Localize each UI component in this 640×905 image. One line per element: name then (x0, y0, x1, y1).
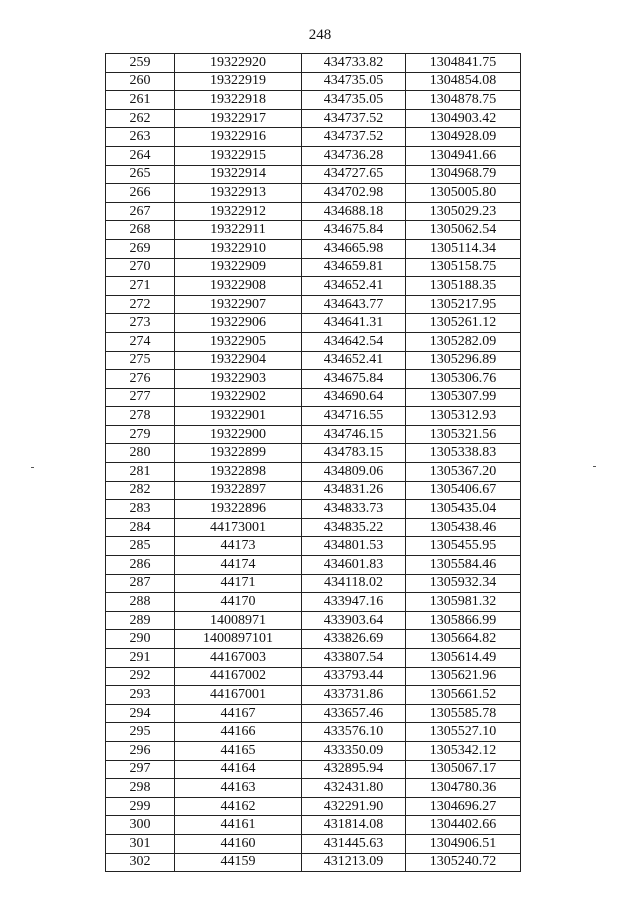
y-coordinate-cell: 1305866.99 (406, 611, 521, 630)
x-coordinate-cell: 434642.54 (302, 332, 406, 351)
point-code-cell: 44167001 (175, 686, 302, 705)
table-row (106, 202, 521, 221)
point-code-cell: 44167002 (175, 667, 302, 686)
coordinates-table (105, 53, 521, 872)
point-number-cell: 273 (106, 314, 175, 333)
y-coordinate-cell: 1304841.75 (406, 54, 521, 73)
point-number-cell: 266 (106, 184, 175, 203)
point-number-cell: 259 (106, 54, 175, 73)
point-number-cell: 272 (106, 295, 175, 314)
x-coordinate-cell: 432895.94 (302, 760, 406, 779)
point-number-cell: 270 (106, 258, 175, 277)
table-row (106, 518, 521, 537)
point-number-cell: 265 (106, 165, 175, 184)
table-row (106, 760, 521, 779)
table-row (106, 258, 521, 277)
point-number-cell: 293 (106, 686, 175, 705)
y-coordinate-cell: 1304903.42 (406, 109, 521, 128)
point-code-cell: 44173001 (175, 518, 302, 537)
y-coordinate-cell: 1305932.34 (406, 574, 521, 593)
table-row (106, 853, 521, 872)
x-coordinate-cell: 433826.69 (302, 630, 406, 649)
table-row (106, 109, 521, 128)
point-number-cell: 263 (106, 128, 175, 147)
point-code-cell: 19322918 (175, 91, 302, 110)
point-number-cell: 283 (106, 500, 175, 519)
table-row (106, 54, 521, 73)
x-coordinate-cell: 433576.10 (302, 723, 406, 742)
x-coordinate-cell: 433350.09 (302, 741, 406, 760)
x-coordinate-cell: 434688.18 (302, 202, 406, 221)
y-coordinate-cell: 1304878.75 (406, 91, 521, 110)
x-coordinate-cell: 433657.46 (302, 704, 406, 723)
y-coordinate-cell: 1304941.66 (406, 146, 521, 165)
point-code-cell: 19322900 (175, 425, 302, 444)
table-row (106, 295, 521, 314)
table-row (106, 816, 521, 835)
point-code-cell: 44165 (175, 741, 302, 760)
y-coordinate-cell: 1305217.95 (406, 295, 521, 314)
point-number-cell: 299 (106, 797, 175, 816)
table-row (106, 314, 521, 333)
point-code-cell: 44160 (175, 834, 302, 853)
x-coordinate-cell: 434675.84 (302, 370, 406, 389)
table-row (106, 686, 521, 705)
point-code-cell: 44161 (175, 816, 302, 835)
x-coordinate-cell: 434690.64 (302, 388, 406, 407)
table-row (106, 611, 521, 630)
x-coordinate-cell: 434735.05 (302, 91, 406, 110)
point-code-cell: 19322903 (175, 370, 302, 389)
table-row (106, 444, 521, 463)
x-coordinate-cell: 434746.15 (302, 425, 406, 444)
table-row (106, 146, 521, 165)
point-code-cell: 19322904 (175, 351, 302, 370)
point-number-cell: 287 (106, 574, 175, 593)
table-row (106, 463, 521, 482)
point-number-cell: 290 (106, 630, 175, 649)
point-number-cell: 292 (106, 667, 175, 686)
point-number-cell: 288 (106, 593, 175, 612)
table-row (106, 630, 521, 649)
y-coordinate-cell: 1304402.66 (406, 816, 521, 835)
y-coordinate-cell: 1305062.54 (406, 221, 521, 240)
x-coordinate-cell: 432291.90 (302, 797, 406, 816)
point-number-cell: 282 (106, 481, 175, 500)
point-number-cell: 294 (106, 704, 175, 723)
point-code-cell: 19322905 (175, 332, 302, 351)
x-coordinate-cell: 433807.54 (302, 649, 406, 668)
y-coordinate-cell: 1305338.83 (406, 444, 521, 463)
point-number-cell: 268 (106, 221, 175, 240)
table-row (106, 481, 521, 500)
point-number-cell: 297 (106, 760, 175, 779)
y-coordinate-cell: 1305527.10 (406, 723, 521, 742)
table-body (106, 54, 521, 872)
table-row (106, 351, 521, 370)
point-code-cell: 14008971 (175, 611, 302, 630)
x-coordinate-cell: 432431.80 (302, 779, 406, 798)
table-row (106, 723, 521, 742)
point-number-cell: 286 (106, 556, 175, 575)
point-number-cell: 296 (106, 741, 175, 760)
point-number-cell: 300 (106, 816, 175, 835)
x-coordinate-cell: 434727.65 (302, 165, 406, 184)
x-coordinate-cell: 434736.28 (302, 146, 406, 165)
x-coordinate-cell: 434716.55 (302, 407, 406, 426)
table-row (106, 72, 521, 91)
point-code-cell: 44174 (175, 556, 302, 575)
point-number-cell: 269 (106, 239, 175, 258)
y-coordinate-cell: 1305621.96 (406, 667, 521, 686)
point-number-cell: 291 (106, 649, 175, 668)
table-row (106, 184, 521, 203)
table-row (106, 165, 521, 184)
point-code-cell: 44166 (175, 723, 302, 742)
point-code-cell: 19322908 (175, 277, 302, 296)
point-code-cell: 19322901 (175, 407, 302, 426)
point-code-cell: 44159 (175, 853, 302, 872)
x-coordinate-cell: 434809.06 (302, 463, 406, 482)
x-coordinate-cell: 434831.26 (302, 481, 406, 500)
y-coordinate-cell: 1304906.51 (406, 834, 521, 853)
x-coordinate-cell: 433793.44 (302, 667, 406, 686)
x-coordinate-cell: 433903.64 (302, 611, 406, 630)
y-coordinate-cell: 1305664.82 (406, 630, 521, 649)
point-code-cell: 19322897 (175, 481, 302, 500)
x-coordinate-cell: 434643.77 (302, 295, 406, 314)
table-row (106, 407, 521, 426)
point-code-cell: 19322919 (175, 72, 302, 91)
table-row (106, 834, 521, 853)
x-coordinate-cell: 433731.86 (302, 686, 406, 705)
table-row (106, 500, 521, 519)
point-number-cell: 280 (106, 444, 175, 463)
x-coordinate-cell: 434652.41 (302, 351, 406, 370)
table-row (106, 537, 521, 556)
x-coordinate-cell: 434835.22 (302, 518, 406, 537)
scan-speck (593, 466, 596, 467)
y-coordinate-cell: 1305342.12 (406, 741, 521, 760)
y-coordinate-cell: 1305321.56 (406, 425, 521, 444)
point-number-cell: 277 (106, 388, 175, 407)
y-coordinate-cell: 1305406.67 (406, 481, 521, 500)
x-coordinate-cell: 434675.84 (302, 221, 406, 240)
y-coordinate-cell: 1305114.34 (406, 239, 521, 258)
table-row (106, 370, 521, 389)
x-coordinate-cell: 434737.52 (302, 128, 406, 147)
table-row (106, 239, 521, 258)
point-number-cell: 262 (106, 109, 175, 128)
scan-speck (31, 467, 34, 468)
point-code-cell: 19322913 (175, 184, 302, 203)
x-coordinate-cell: 434733.82 (302, 54, 406, 73)
table-row (106, 667, 521, 686)
point-code-cell: 19322916 (175, 128, 302, 147)
y-coordinate-cell: 1304968.79 (406, 165, 521, 184)
x-coordinate-cell: 434659.81 (302, 258, 406, 277)
y-coordinate-cell: 1305188.35 (406, 277, 521, 296)
point-number-cell: 301 (106, 834, 175, 853)
point-number-cell: 261 (106, 91, 175, 110)
point-code-cell: 44162 (175, 797, 302, 816)
x-coordinate-cell: 434833.73 (302, 500, 406, 519)
point-code-cell: 19322920 (175, 54, 302, 73)
x-coordinate-cell: 434601.83 (302, 556, 406, 575)
point-number-cell: 295 (106, 723, 175, 742)
y-coordinate-cell: 1305296.89 (406, 351, 521, 370)
table-row (106, 91, 521, 110)
point-number-cell: 275 (106, 351, 175, 370)
table-row (106, 332, 521, 351)
point-number-cell: 284 (106, 518, 175, 537)
point-code-cell: 44167 (175, 704, 302, 723)
table-row (106, 574, 521, 593)
point-code-cell: 19322896 (175, 500, 302, 519)
y-coordinate-cell: 1304780.36 (406, 779, 521, 798)
point-number-cell: 298 (106, 779, 175, 798)
point-code-cell: 19322914 (175, 165, 302, 184)
point-code-cell: 19322910 (175, 239, 302, 258)
y-coordinate-cell: 1305005.80 (406, 184, 521, 203)
point-code-cell: 44173 (175, 537, 302, 556)
y-coordinate-cell: 1304928.09 (406, 128, 521, 147)
y-coordinate-cell: 1305261.12 (406, 314, 521, 333)
point-number-cell: 281 (106, 463, 175, 482)
y-coordinate-cell: 1305312.93 (406, 407, 521, 426)
y-coordinate-cell: 1305158.75 (406, 258, 521, 277)
point-code-cell: 19322917 (175, 109, 302, 128)
point-number-cell: 302 (106, 853, 175, 872)
point-code-cell: 1400897101 (175, 630, 302, 649)
y-coordinate-cell: 1305367.20 (406, 463, 521, 482)
x-coordinate-cell: 434737.52 (302, 109, 406, 128)
point-code-cell: 44170 (175, 593, 302, 612)
point-number-cell: 289 (106, 611, 175, 630)
point-code-cell: 44171 (175, 574, 302, 593)
point-number-cell: 279 (106, 425, 175, 444)
y-coordinate-cell: 1305438.46 (406, 518, 521, 537)
table-row (106, 388, 521, 407)
y-coordinate-cell: 1305435.04 (406, 500, 521, 519)
y-coordinate-cell: 1305455.95 (406, 537, 521, 556)
point-number-cell: 278 (106, 407, 175, 426)
point-number-cell: 260 (106, 72, 175, 91)
table-row (106, 779, 521, 798)
point-number-cell: 276 (106, 370, 175, 389)
table-row (106, 797, 521, 816)
point-code-cell: 44167003 (175, 649, 302, 668)
y-coordinate-cell: 1305240.72 (406, 853, 521, 872)
table-row (106, 593, 521, 612)
point-code-cell: 19322898 (175, 463, 302, 482)
x-coordinate-cell: 434783.15 (302, 444, 406, 463)
x-coordinate-cell: 433947.16 (302, 593, 406, 612)
x-coordinate-cell: 431814.08 (302, 816, 406, 835)
x-coordinate-cell: 434641.31 (302, 314, 406, 333)
point-code-cell: 19322899 (175, 444, 302, 463)
point-code-cell: 19322906 (175, 314, 302, 333)
point-number-cell: 264 (106, 146, 175, 165)
point-code-cell: 44163 (175, 779, 302, 798)
x-coordinate-cell: 434652.41 (302, 277, 406, 296)
y-coordinate-cell: 1305585.78 (406, 704, 521, 723)
point-code-cell: 19322915 (175, 146, 302, 165)
y-coordinate-cell: 1305067.17 (406, 760, 521, 779)
table-row (106, 649, 521, 668)
y-coordinate-cell: 1305661.52 (406, 686, 521, 705)
point-number-cell: 271 (106, 277, 175, 296)
x-coordinate-cell: 431445.63 (302, 834, 406, 853)
table-row (106, 221, 521, 240)
point-code-cell: 19322907 (175, 295, 302, 314)
y-coordinate-cell: 1305282.09 (406, 332, 521, 351)
x-coordinate-cell: 434702.98 (302, 184, 406, 203)
y-coordinate-cell: 1304696.27 (406, 797, 521, 816)
y-coordinate-cell: 1305584.46 (406, 556, 521, 575)
y-coordinate-cell: 1304854.08 (406, 72, 521, 91)
point-code-cell: 19322902 (175, 388, 302, 407)
point-code-cell: 19322912 (175, 202, 302, 221)
point-code-cell: 19322911 (175, 221, 302, 240)
point-number-cell: 267 (106, 202, 175, 221)
y-coordinate-cell: 1305029.23 (406, 202, 521, 221)
x-coordinate-cell: 434801.53 (302, 537, 406, 556)
point-code-cell: 44164 (175, 760, 302, 779)
table-row (106, 741, 521, 760)
point-number-cell: 285 (106, 537, 175, 556)
point-code-cell: 19322909 (175, 258, 302, 277)
y-coordinate-cell: 1305981.32 (406, 593, 521, 612)
y-coordinate-cell: 1305307.99 (406, 388, 521, 407)
table-row (106, 128, 521, 147)
x-coordinate-cell: 434735.05 (302, 72, 406, 91)
y-coordinate-cell: 1305614.49 (406, 649, 521, 668)
table-row (106, 556, 521, 575)
table-row (106, 704, 521, 723)
point-number-cell: 274 (106, 332, 175, 351)
x-coordinate-cell: 434665.98 (302, 239, 406, 258)
x-coordinate-cell: 431213.09 (302, 853, 406, 872)
y-coordinate-cell: 1305306.76 (406, 370, 521, 389)
x-coordinate-cell: 434118.02 (302, 574, 406, 593)
table-row (106, 425, 521, 444)
page-number: 248 (308, 27, 332, 43)
table-row (106, 277, 521, 296)
